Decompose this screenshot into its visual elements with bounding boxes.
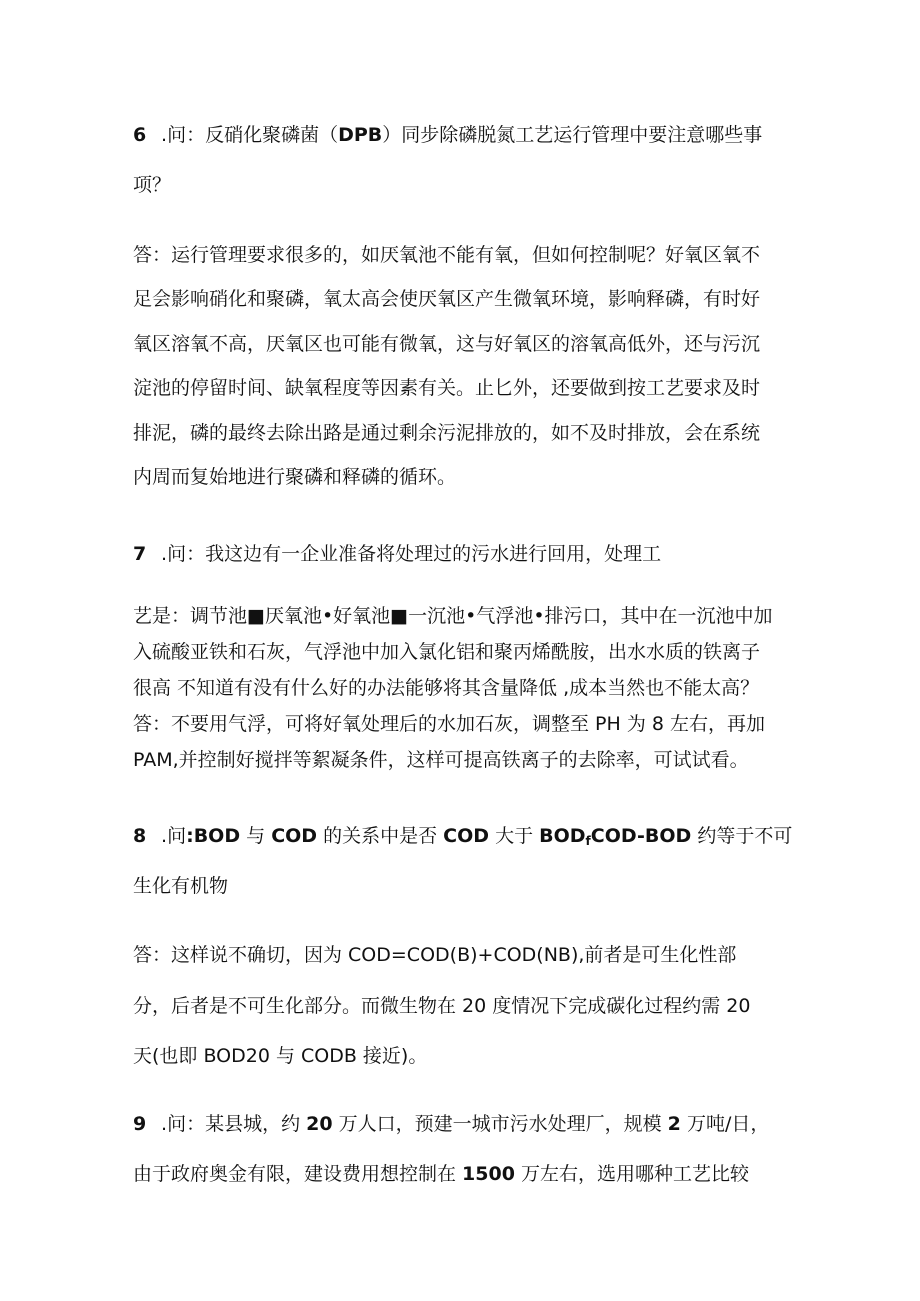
q8-question-line-1: 8 .问:BOD 与 COD 的关系中是否 COD 大于 $BOD_fCOD$-BOD 约等于不可 <box>133 825 793 848</box>
q9-question-line-2: 由于政府奥金有限，建设费用想控制在 1500 万左右，选用哪种工艺比较 <box>133 1163 749 1185</box>
q7-number: 7 <box>133 543 147 565</box>
q7-body-line: PAM,并控制好搅拌等絮凝条件，这样可提高铁离子的去除率，可试试看。 <box>133 749 749 771</box>
q6-answer-line: 淀池的停留时间、缺氧程度等因素有关。止匕外，还要做到按工艺要求及时 <box>133 377 761 399</box>
q8-answer-line: 天(也即 BOD20 与 CODB 接近)。 <box>133 1045 428 1067</box>
q7-body-line: 答：不要用气浮，可将好氧处理后的水加石灰，调整至 PH 为 8 左右，再加 <box>133 713 765 735</box>
q8-answer-line: 分，后者是不可生化部分。而微生物在 20 度情况下完成碳化过程约需 20 <box>133 995 751 1017</box>
q6-answer-line: 内周而复始地进行聚磷和释磷的循环。 <box>133 466 457 488</box>
q6-answer-line: 答：运行管理要求很多的，如厌氧池不能有氧，但如何控制呢？好氧区氧不 <box>133 244 761 266</box>
q8-question-line-2: 生化有机物 <box>133 875 229 897</box>
q7-body-line: 艺是：调节池■厌氧池•好氧池■一沉池•气浮池•排污口，其中在一沉池中加 <box>133 605 773 627</box>
q8-number: 8 <box>133 825 147 847</box>
q9-number: 9 <box>133 1113 147 1135</box>
q7-body-line: 入硫酸亚铁和石灰，气浮池中加入氯化铝和聚丙烯酰胺，出水水质的铁离子 <box>133 641 761 663</box>
q6-question-line-1: 6 .问：反硝化聚磷菌（DPB）同步除磷脱氮工艺运行管理中要注意哪些事 <box>133 124 763 146</box>
q9-question-line-1: 9 .问：某县城，约 20 万人口，预建一城市污水处理厂，规模 2 万吨/日， <box>133 1113 770 1135</box>
q6-answer-line: 氧区溶氧不高，厌氧区也可能有微氧，这与好氧区的溶氧高低外，还与污沉 <box>133 333 761 355</box>
q6-answer-line: 排泥，磷的最终去除出路是通过剩余污泥排放的，如不及时排放，会在系统 <box>133 422 761 444</box>
q6-number: 6 <box>133 124 147 146</box>
q6-answer-line: 足会影响硝化和聚磷，氧太高会使厌氧区产生微氧环境，影响释磷，有时好 <box>133 288 761 310</box>
q8-answer-line: 答：这样说不确切，因为 COD=COD(B)+COD(NB),前者是可生化性部 <box>133 944 737 966</box>
q7-body-line: 很高 不知道有没有什么好的办法能够将其含量降低 ,成本当然也不能太高？ <box>133 677 760 699</box>
q7-question-line-1: 7 .问：我这边有一企业准备将处理过的污水进行回用，处理工 <box>133 543 662 565</box>
q6-question-line-2: 项？ <box>133 174 172 196</box>
